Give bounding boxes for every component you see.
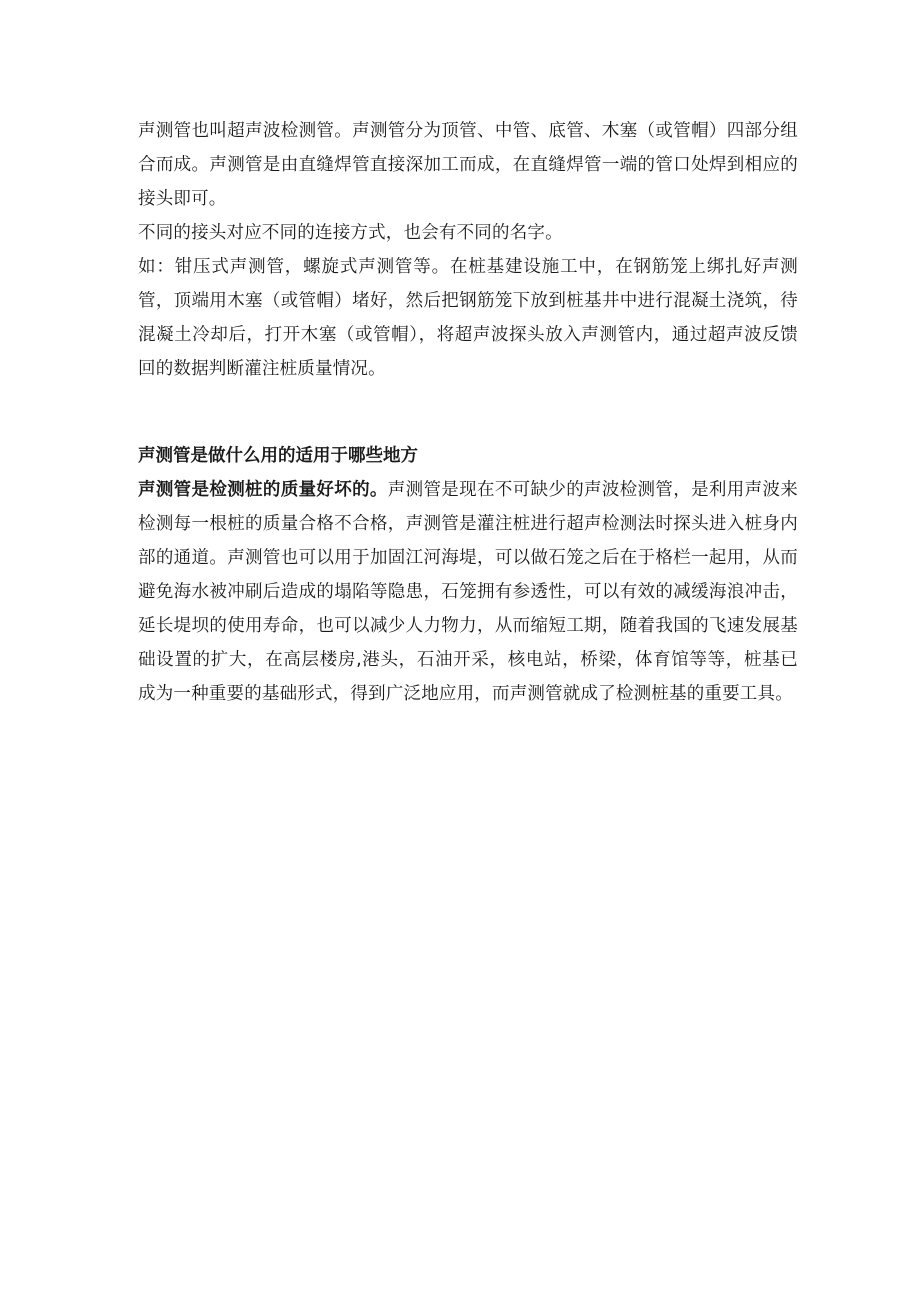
usage-lead: 声测管是检测桩的质量好坏的。 xyxy=(138,480,388,500)
usage-paragraph xyxy=(138,473,798,711)
document-page xyxy=(138,114,798,711)
usage-body: 声测管是现在不可缺少的声波检测管，是利用声波来检测每一根桩的质量合格不合格，声测管是灌注桩进行超声检测法时探头进入桩身内部的通道。声测管也可以用于加固江河海堤，可以做石笼之后在于格栏一起用，从而避免海水被冲刷后造成的塌陷等隐患，石笼拥有参透性，可以有效的减缓海浪冲击，延长堤坝的使用寿命，也可以减少人力物力，从而缩短工期，随着我国的飞速发展基础设置的扩大，在高层楼房,港头，石油开采，核电站，桥梁，体育馆等等，桩基已成为一种重要的基础形式，得到广泛地应用，而声测管就成了检测桩基的重要工具。 xyxy=(138,480,798,704)
construction-paragraph: 如：钳压式声测管，螺旋式声测管等。在桩基建设施工中，在钢筋笼上绑扎好声测管，顶端用木塞（或管帽）堵好，然后把钢筋笼下放到桩基井中进行混凝土浇筑，待混凝土冷却后，打开木塞（或管帽），将超声波探头放入声测管内，通过超声波反馈回的数据判断灌注桩质量情况。 xyxy=(138,257,798,379)
section-heading: 声测管是做什么用的适用于哪些地方 xyxy=(138,446,418,466)
connector-paragraph: 不同的接头对应不同的连接方式，也会有不同的名字。 xyxy=(138,223,563,243)
intro-paragraph: 声测管也叫超声波检测管。声测管分为顶管、中管、底管、木塞（或管帽）四部分组合而成。声测管是由直缝焊管直接深加工而成，在直缝焊管一端的管口处焊到相应的接头即可。 xyxy=(138,121,798,209)
